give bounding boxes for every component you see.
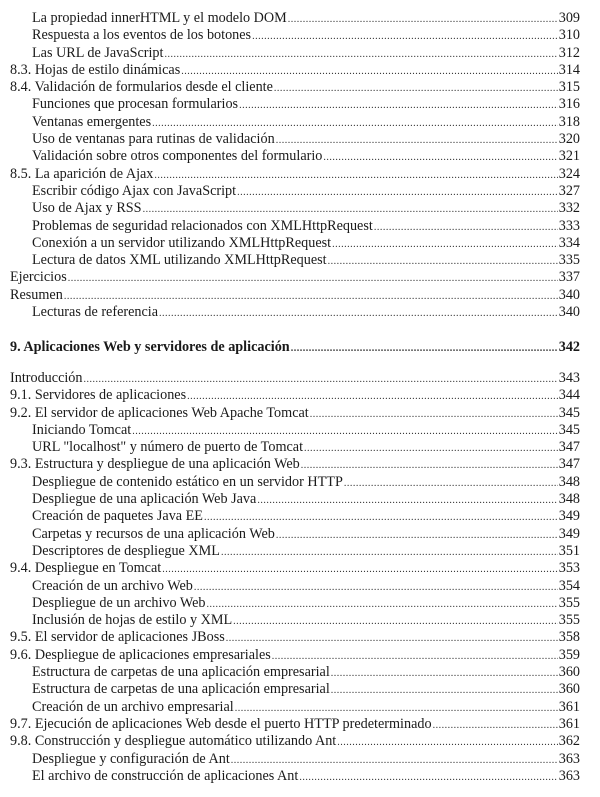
entry-page-number: 340 [558,304,580,321]
entry-title: Creación de un archivo empresarial [32,698,234,715]
entry-page-number: 361 [558,715,580,732]
entry-page-number: 363 [558,767,580,784]
entry-title: Creación de un archivo Web [32,577,193,594]
entry-title: Validación sobre otros componentes del formulario [32,148,323,165]
toc-subentry [10,751,580,768]
toc-entry [10,560,580,577]
toc-subentry [10,439,580,456]
entry-page-number: 340 [558,286,580,303]
entry-title: 9.3. Estructura y despliegue de una aplicación Web [10,456,300,473]
entry-title: 8.3. Hojas de estilo dinámicas [10,61,181,78]
dot-leader [257,492,557,509]
toc-subentry [10,474,580,491]
entry-page-number: 310 [558,27,580,44]
toc-subentry [10,526,580,543]
dot-leader [164,46,557,63]
toc-subentry [10,612,580,629]
toc-subentry [10,422,580,439]
entry-title: Despliegue de un archivo Web [32,594,206,611]
dot-leader [332,236,558,253]
dot-leader [152,115,558,132]
entry-title: Conexión a un servidor utilizando XMLHttpRequest [32,234,332,251]
entry-page-number: 316 [558,96,580,113]
dot-leader [154,167,557,184]
entry-title: 9.5. El servidor de aplicaciones JBoss [10,629,225,646]
dot-leader [291,340,558,357]
toc-entry [10,456,580,473]
toc-subentry [10,96,580,113]
entry-title: Lecturas de referencia [32,304,159,321]
toc-subentry [10,681,580,698]
entry-page-number: 353 [558,560,580,577]
entry-page-number: 334 [558,234,580,251]
dot-leader [207,596,558,613]
toc-entry [10,387,580,404]
entry-page-number: 348 [558,473,580,490]
dot-leader [64,288,558,305]
entry-page-number: 354 [558,577,580,594]
toc-subentry [10,491,580,508]
toc-subentry [10,664,580,681]
toc-subentry [10,768,580,785]
toc-entry [10,647,580,664]
entry-title: Uso de ventanas para rutinas de validación [32,131,275,148]
entry-title: Despliegue de contenido estático en un servidor HTTP [32,473,343,490]
chapter-heading [10,339,580,356]
dot-leader [331,682,558,699]
entry-title: Las URL de JavaScript [32,44,164,61]
toc-entry [10,287,580,304]
dot-leader [237,184,558,201]
entry-page-number: 321 [558,148,580,165]
entry-page-number: 344 [558,387,580,404]
entry-title: 8.5. La aparición de Ajax [10,165,154,182]
dot-leader [301,457,558,474]
toc-subentry [10,114,580,131]
chapter-title: 9. Aplicaciones Web y servidores de aplicación [10,339,290,355]
entry-page-number: 309 [558,10,580,26]
entry-page-number: 349 [558,508,580,525]
toc-subentry [10,183,580,200]
entry-page-number: 333 [558,217,580,234]
entry-page-number: 337 [558,269,580,286]
dot-leader [331,665,558,682]
entry-title: Inclusión de hojas de estilo y XML [32,612,233,629]
dot-leader [194,579,558,596]
dot-leader [143,201,558,218]
entry-title: Escribir código Ajax con JavaScript [32,182,237,199]
entry-title: Ventanas emergentes [32,113,152,130]
entry-page-number: 315 [558,79,580,96]
toc-subentry [10,45,580,62]
entry-page-number: 345 [558,421,580,438]
toc-entry [10,62,580,79]
entry-title: Creación de paquetes Java EE [32,508,203,525]
toc-subentry [10,304,580,321]
entry-page-number: 355 [558,612,580,629]
entry-title: Despliegue y configuración de Ant [32,750,230,767]
dot-leader [159,305,558,322]
dot-leader [204,509,558,526]
dot-leader [239,97,558,114]
entry-title: 9.6. Despliegue de aplicaciones empresariales [10,646,271,663]
dot-leader [276,132,558,149]
entry-title: Uso de Ajax y RSS [32,200,142,217]
toc-subentry [10,148,580,165]
toc-entry [10,79,580,96]
entry-title: 9.1. Servidores de aplicaciones [10,387,187,404]
entry-title: Funciones que procesan formularios [32,96,239,113]
dot-leader [68,270,558,287]
entry-title: 9.7. Ejecución de aplicaciones Web desde el puerto HTTP predeterminado [10,715,432,732]
dot-leader [274,80,558,97]
entry-page-number: 347 [558,439,580,456]
dot-leader [162,561,557,578]
entry-page-number: 345 [558,404,580,421]
toc-subentry [10,578,580,595]
toc-subentry [10,699,580,716]
entry-title: URL "localhost" y número de puerto de Tomcat [32,439,304,456]
dot-leader [299,769,557,786]
entry-page-number: 335 [558,252,580,269]
dot-leader [252,28,558,45]
dot-leader [132,423,558,440]
entry-title: Despliegue de una aplicación Web Java [32,491,257,508]
dot-leader [221,544,558,561]
entry-page-number: 360 [558,681,580,698]
dot-leader [344,475,558,492]
entry-title: Estructura de carpetas de una aplicación empresarial [32,664,330,681]
toc-subentry [10,595,580,612]
toc-section-continued [10,10,580,321]
toc-subentry [10,27,580,44]
entry-page-number: 360 [558,664,580,681]
toc-subentry [10,131,580,148]
toc-subentry [10,235,580,252]
toc-entry [10,716,580,733]
entry-page-number: 355 [558,594,580,611]
entry-page-number: 361 [558,698,580,715]
entry-title: 9.2. El servidor de aplicaciones Web Apache Tomcat [10,404,309,421]
entry-page-number: 359 [558,646,580,663]
entry-title: Estructura de carpetas de una aplicación empresarial [32,681,330,698]
dot-leader [187,388,558,405]
entry-page-number: 324 [558,165,580,182]
toc-entry-chapter-9 [10,339,580,356]
entry-title: 8.4. Validación de formularios desde el cliente [10,79,273,96]
dot-leader [337,734,557,751]
entry-page-number: 318 [558,113,580,130]
entry-title: Respuesta a los eventos de los botones [32,27,252,44]
toc-section-chapter-9 [10,370,580,785]
entry-page-number: 362 [558,733,580,750]
dot-leader [304,440,558,457]
dot-leader [276,527,558,544]
dot-leader [272,648,558,665]
dot-leader [288,11,558,28]
dot-leader [374,219,558,236]
entry-page-number: 343 [558,370,580,386]
entry-page-number: 327 [558,182,580,199]
entry-page-number: 349 [558,525,580,542]
toc-subentry [10,10,580,27]
entry-page-number: 320 [558,131,580,148]
toc-subentry [10,200,580,217]
entry-title: Carpetas y recursos de una aplicación Web [32,525,275,542]
entry-page-number: 312 [558,44,580,61]
entry-title: Descriptores de despliegue XML [32,542,220,559]
entry-page-number: 358 [558,629,580,646]
entry-page-number: 348 [558,491,580,508]
entry-title: Ejercicios [10,269,67,286]
entry-title: Problemas de seguridad relacionados con XMLHttpRequest [32,217,373,234]
chapter-page-number: 342 [558,339,580,355]
entry-title: 9.8. Construcción y despliegue automático utilizando Ant [10,733,337,750]
dot-leader [226,630,558,647]
toc-subentry [10,543,580,560]
entry-title: La propiedad innerHTML y el modelo DOM [32,10,287,26]
dot-leader [181,63,558,80]
entry-page-number: 332 [558,200,580,217]
toc-entry [10,405,580,422]
dot-leader [433,717,558,734]
toc-subentry [10,218,580,235]
dot-leader [233,613,558,630]
entry-title: Resumen [10,286,63,303]
entry-page-number: 314 [558,61,580,78]
toc-entry [10,166,580,183]
toc-entry [10,629,580,646]
entry-title: El archivo de construcción de aplicaciones Ant [32,767,299,784]
entry-title: 9.4. Despliegue en Tomcat [10,560,162,577]
dot-leader [328,253,558,270]
dot-leader [231,752,558,769]
toc-subentry [10,508,580,525]
dot-leader [235,700,558,717]
entry-title: Iniciando Tomcat [32,421,132,438]
entry-page-number: 351 [558,542,580,559]
entry-page-number: 347 [558,456,580,473]
toc-entry [10,370,580,387]
dot-leader [84,371,558,388]
toc-entry [10,733,580,750]
dot-leader [310,406,558,423]
toc-subentry [10,252,580,269]
entry-title: Lectura de datos XML utilizando XMLHttpRequest [32,252,327,269]
dot-leader [323,149,557,166]
entry-page-number: 363 [558,750,580,767]
entry-title: Introducción [10,370,83,386]
toc-entry [10,269,580,286]
